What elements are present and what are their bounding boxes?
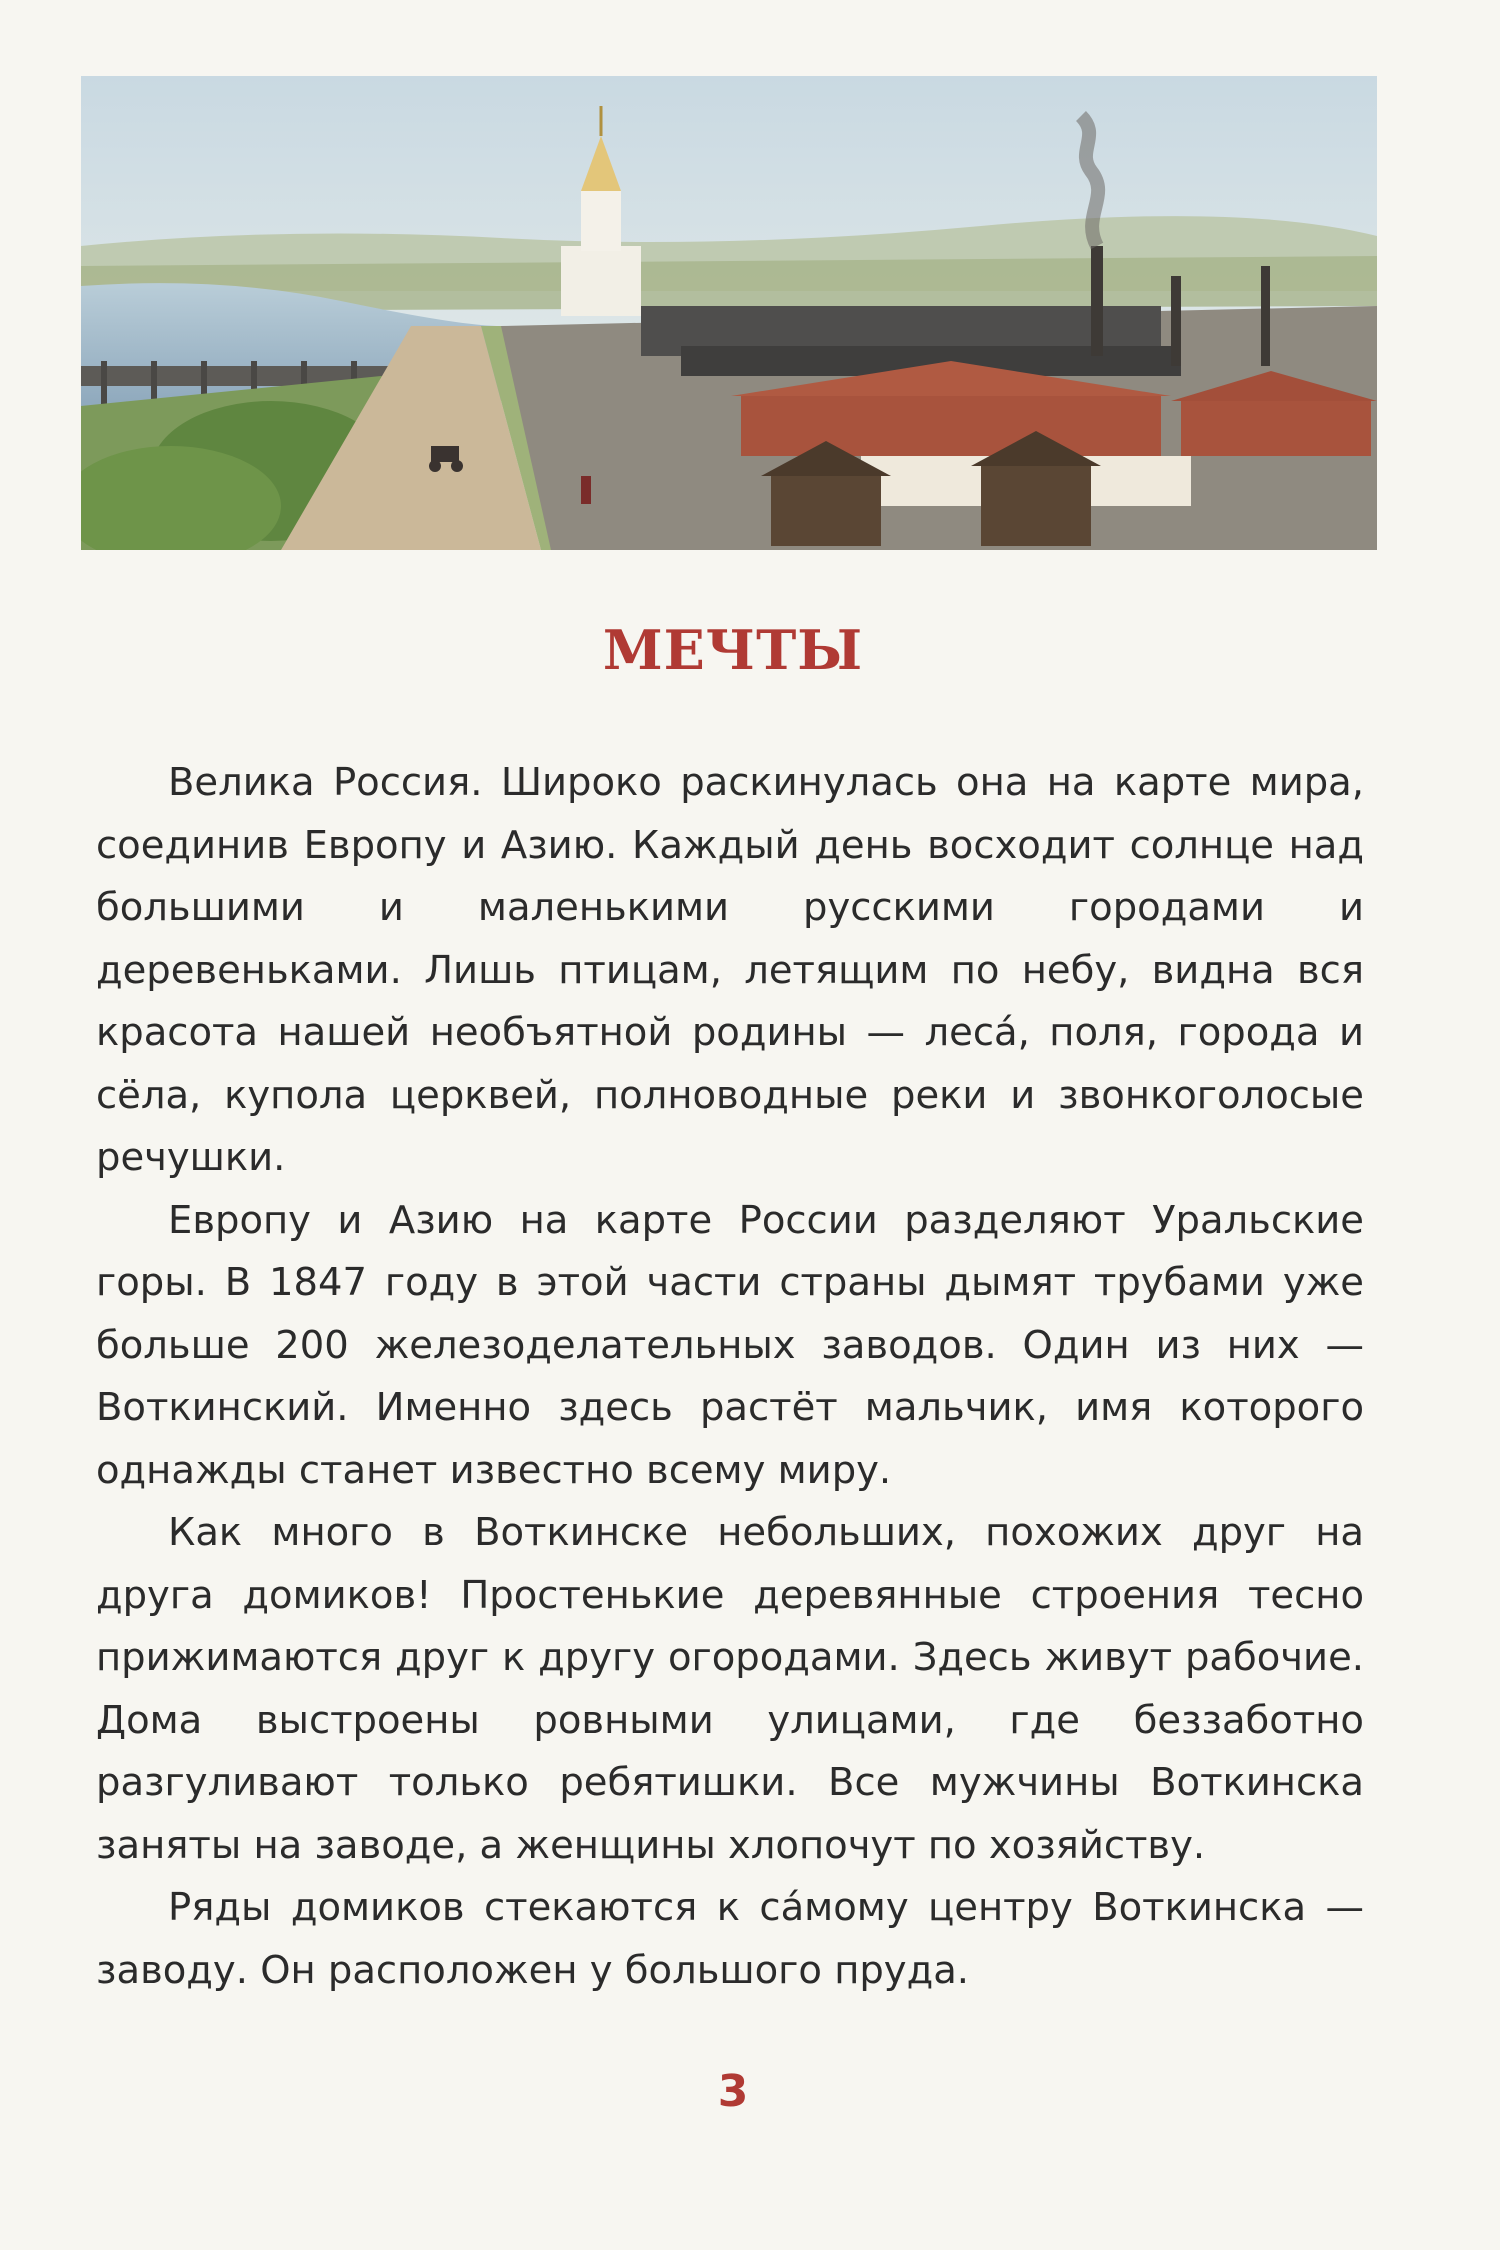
paragraph-3: Как много в Воткинске небольших, похожих друг на друга домиков! Простенькие деревянные строения тесно прижимаются друг к другу огородами. Здесь живут рабочие. Дома выстроены ровными улицами, где беззаботно разгуливают только ребятишки. Все мужчины Воткинска заняты на заводе, а женщины хлопочут по хозяйству. (96, 1510, 1364, 1868)
chapter-title: МЕЧТЫ (602, 618, 864, 682)
page-number: 3 (717, 2066, 749, 2117)
paragraph-2: Европу и Азию на карте России разделяют Уральские горы. В 1847 году в этой части страны дымят трубами уже больше 200 железоделательных заводов. Один из них — Воткинский. Именно здесь растёт мальчик, имя которого однажды станет известно всему миру. (96, 1197, 1364, 1493)
paragraph-1: Велика Россия. Широко раскинулась она на карте мира, соединив Европу и Азию. Каждый день восходит солнце над большими и маленькими русскими городами и деревеньками. Лишь птицам, летящим по небу, видна вся красота нашей необъятной родины — леса́, поля, города и сёла, купола церквей, полноводные реки и звонкоголосые речушки. (96, 760, 1364, 1180)
body-text (96, 752, 1364, 2002)
header-illustration (81, 76, 1377, 550)
paragraph-4: Ряды домиков стекаются к са́мому центру Воткинска — заводу. Он расположен у большого пруда. (96, 1885, 1364, 1993)
town-panorama-image (81, 76, 1377, 550)
